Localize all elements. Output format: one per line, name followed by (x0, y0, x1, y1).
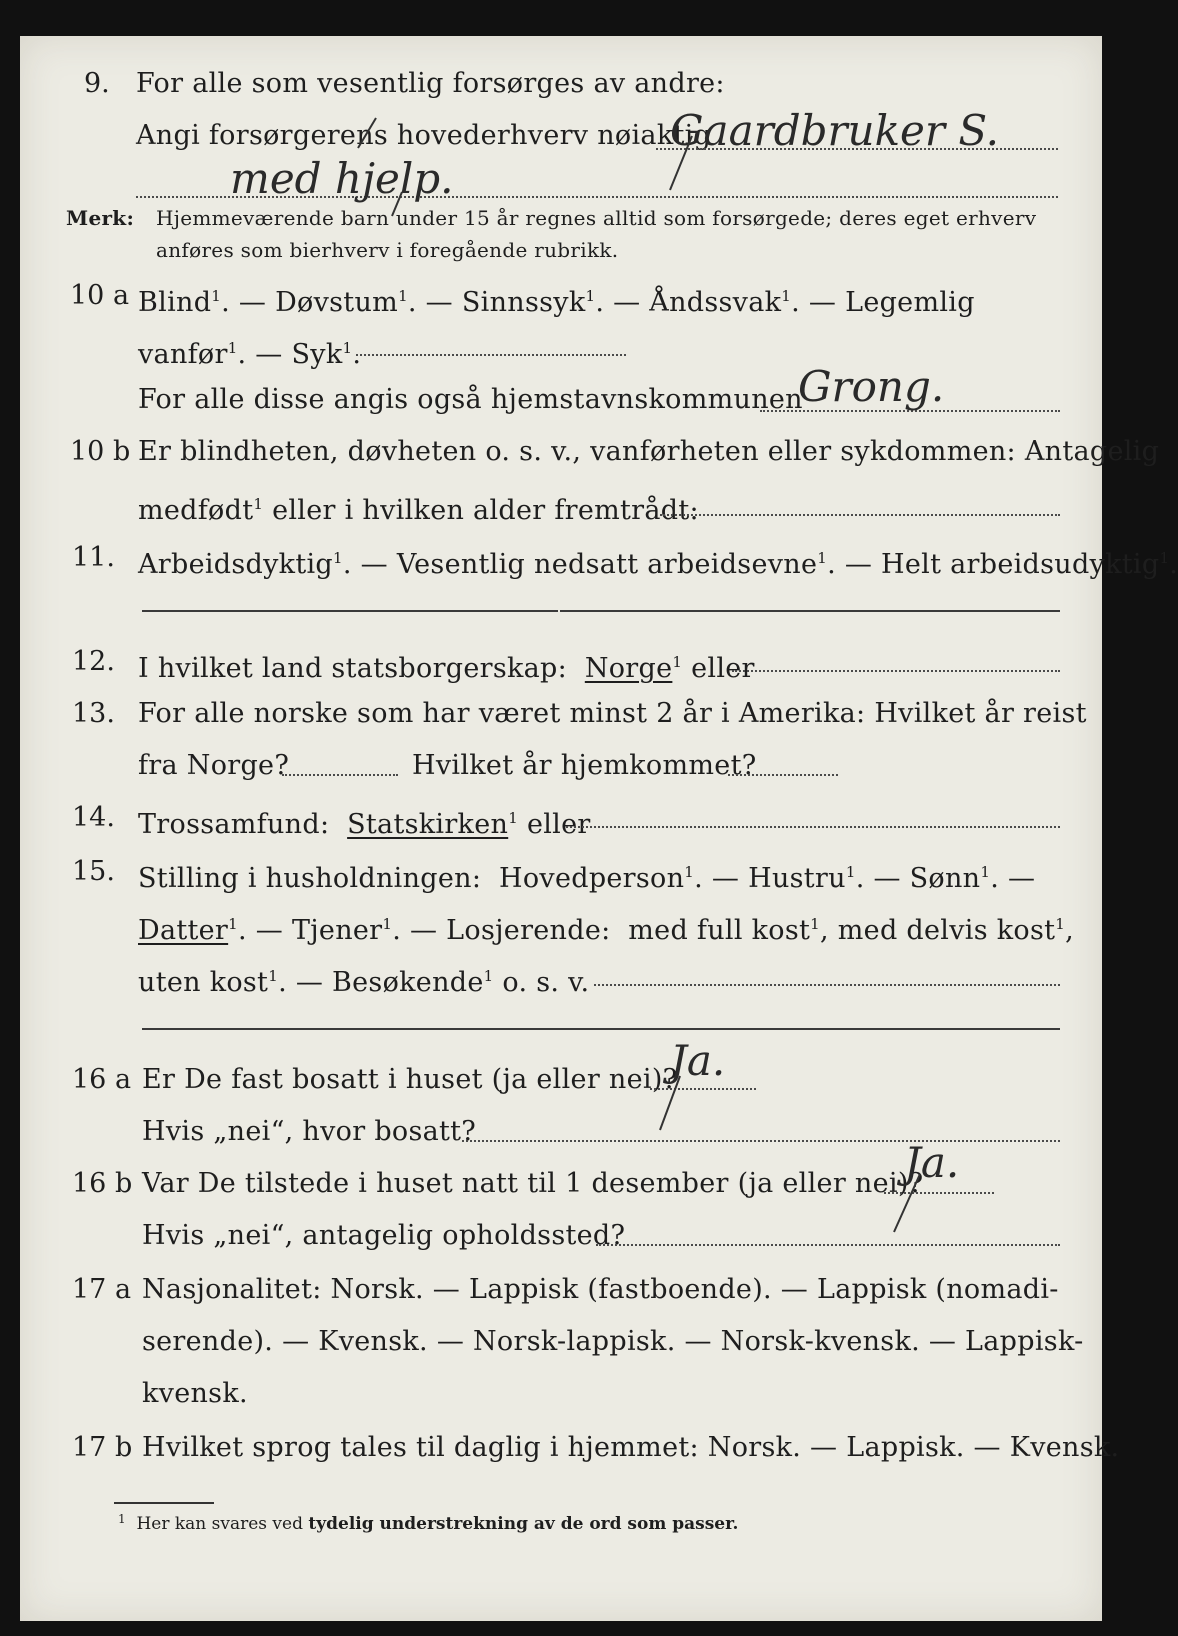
option-sonn: Sønn (909, 863, 981, 894)
option-uten-kost: uten kost (138, 967, 269, 998)
q13-number: 13. (72, 698, 115, 729)
option-udyktig: Helt arbeidsudyktig (881, 549, 1160, 580)
q15-line2: Datter$^1$. — Tjener$^1$. — Losjerende: med full kost$^1$, med delvis kost$^1$, (138, 915, 1075, 946)
q10a-line1: Blind$^1$. — Døvstum$^1$. — Sinnssyk$^1$. — Åndssvak$^1$. — Legemlig (138, 287, 975, 318)
q10a-line3: For alle disse angis også hjemstavnskommunen (138, 384, 803, 415)
q17b-number: 17 b (72, 1432, 133, 1463)
q17a-number: 17 a (72, 1274, 132, 1305)
merk-line2: anføres som bierhverv i foregående rubrikk. (156, 238, 619, 262)
q10a-answer-line1 (356, 354, 626, 356)
q11-rule-right (560, 610, 1060, 612)
q17a-line3: kvensk. (142, 1378, 248, 1409)
option-legemlig: Legemlig (845, 287, 975, 318)
q11-line1: Arbeidsdyktig$^1$. — Vesentlig nedsatt arbeidsevne$^1$. — Helt arbeidsudyktig$^1$. (138, 549, 1178, 580)
q12-answer-line (732, 670, 1060, 672)
q15-text: Stilling i husholdningen: (138, 863, 482, 894)
q15-line3: uten kost$^1$. — Besøkende$^1$ o. s. v. (138, 967, 590, 998)
q17a-line2: serende). — Kvensk. — Norsk-lappisk. — Norsk-kvensk. — Lappisk- (142, 1326, 1084, 1357)
option-besokende: Besøkende (332, 967, 484, 998)
q16b-number: 16 b (72, 1168, 133, 1199)
q10b-line2: medfødt$^1$ eller i hvilken alder fremtrådt: (138, 495, 699, 526)
option-andssvak: Åndssvak (649, 287, 782, 318)
merk-line1: Hjemmeværende barn under 15 år regnes alltid som forsørgede; deres eget erhverv (156, 206, 1037, 230)
option-losjerende: Losjerende: (446, 915, 611, 946)
footnote-mark: 1 (118, 1512, 126, 1526)
option-syk: Syk (291, 339, 343, 370)
q16a-number: 16 a (72, 1064, 132, 1095)
q14-answer-line (566, 826, 1060, 828)
q16b-answer-line2 (596, 1244, 1060, 1246)
q13-answer-line1 (282, 774, 398, 776)
q13-line2a: fra Norge? (138, 750, 290, 781)
footnote-text-b: tydelig understrekning av de ord som passer. (308, 1514, 739, 1534)
option-statskirken-underlined: Statskirken (347, 809, 509, 840)
q11-rule-left (142, 610, 558, 612)
q12-text: I hvilket land statsborgerskap: (138, 653, 568, 684)
q10a-number: 10 a (70, 280, 130, 311)
q14-line1: Trossamfund: Statskirken$^1$ eller (138, 809, 591, 840)
q12-eller: eller (691, 653, 755, 684)
option-nedsatt: Vesentlig nedsatt arbeidsevne (396, 549, 818, 580)
q10b-line1: Er blindheten, døvheten o. s. v., vanførheten eller sykdommen: Antagelig (138, 436, 1160, 467)
q10a-handwritten-answer: Grong. (798, 362, 945, 411)
merk-label: Merk: (66, 206, 135, 230)
q9-handwritten-answer1: Gaardbruker S. (670, 106, 999, 155)
q13-line2b: Hvilket år hjemkommet? (412, 750, 757, 781)
option-delvis-kost: med delvis kost (837, 915, 1056, 946)
q16a-line2: Hvis „nei“, hvor bosatt? (142, 1116, 477, 1147)
q15-line1: Stilling i husholdningen: Hovedperson$^1$. — Hustru$^1$. — Sønn$^1$. — (138, 863, 1036, 894)
option-norge-underlined: Norge (584, 653, 673, 684)
q15-answer-line (594, 984, 1060, 986)
q10b-line2-text: eller i hvilken alder fremtrådt: (272, 495, 699, 526)
q15-rule (142, 1028, 1060, 1030)
q17b-line1: Hvilket sprog tales til daglig i hjemmet: Norsk. — Lappisk. — Kvensk. (142, 1432, 1120, 1463)
q16a-answer-line1 (650, 1088, 756, 1090)
option-hovedperson: Hovedperson (499, 863, 685, 894)
q16b-line2: Hvis „nei“, antagelig opholdssted? (142, 1220, 626, 1251)
q16a-handwritten-answer: Ja. (670, 1036, 726, 1085)
q10a-line2: vanfør$^1$. — Syk$^1$. (138, 339, 362, 370)
q16b-line1: Var De tilstede i huset natt til 1 desember (ja eller nei)? (142, 1168, 924, 1199)
q17a-line1: Nasjonalitet: Norsk. — Lappisk (fastboende). — Lappisk (nomadi- (142, 1274, 1059, 1305)
option-arbeidsdyktig: Arbeidsdyktig (138, 549, 334, 580)
footnote-rule (114, 1502, 214, 1504)
q11-number: 11. (72, 542, 115, 573)
q9-line2: Angi forsørgerens hovederhverv nøiaktig (136, 120, 712, 151)
option-vanfor: vanfør (138, 339, 228, 370)
option-tjener: Tjener (291, 915, 383, 946)
footnote-text-a: Her kan svares ved (136, 1514, 309, 1534)
q16b-answer-line1 (884, 1192, 994, 1194)
q9-handwritten-answer2: med hjelp. (230, 154, 454, 203)
q16a-answer-line2 (462, 1140, 1060, 1142)
q14-eller: eller (526, 809, 591, 840)
q10b-number: 10 b (70, 436, 131, 467)
q9-number: 9. (84, 68, 110, 99)
option-full-kost: med full kost (628, 915, 811, 946)
q15-osv: o. s. v. (502, 967, 590, 998)
q12-number: 12. (72, 646, 115, 677)
q16b-handwritten-answer: Ja. (904, 1138, 960, 1187)
q14-number: 14. (72, 802, 115, 833)
q10b-answer-line (660, 514, 1060, 516)
option-datter-underlined: Datter (138, 915, 229, 946)
q9-line1: For alle som vesentlig forsørges av andre: (136, 68, 725, 99)
census-form-page (20, 36, 1178, 1621)
option-dovstum: Døvstum (275, 287, 399, 318)
option-sinnssyk: Sinnssyk (461, 287, 586, 318)
option-blind: Blind (138, 287, 212, 318)
footnote (118, 1512, 738, 1534)
option-medfodt: medfødt (138, 495, 254, 526)
q13-line1: For alle norske som har været minst 2 år i Amerika: Hvilket år reist (138, 698, 1087, 729)
q12-line1: I hvilket land statsborgerskap: Norge$^1$ eller (138, 653, 755, 684)
q16a-line1: Er De fast bosatt i huset (ja eller nei)? (142, 1064, 678, 1095)
q13-answer-line2 (728, 774, 838, 776)
q15-number: 15. (72, 856, 115, 887)
option-hustru: Hustru (748, 863, 846, 894)
q14-text: Trossamfund: (138, 809, 330, 840)
